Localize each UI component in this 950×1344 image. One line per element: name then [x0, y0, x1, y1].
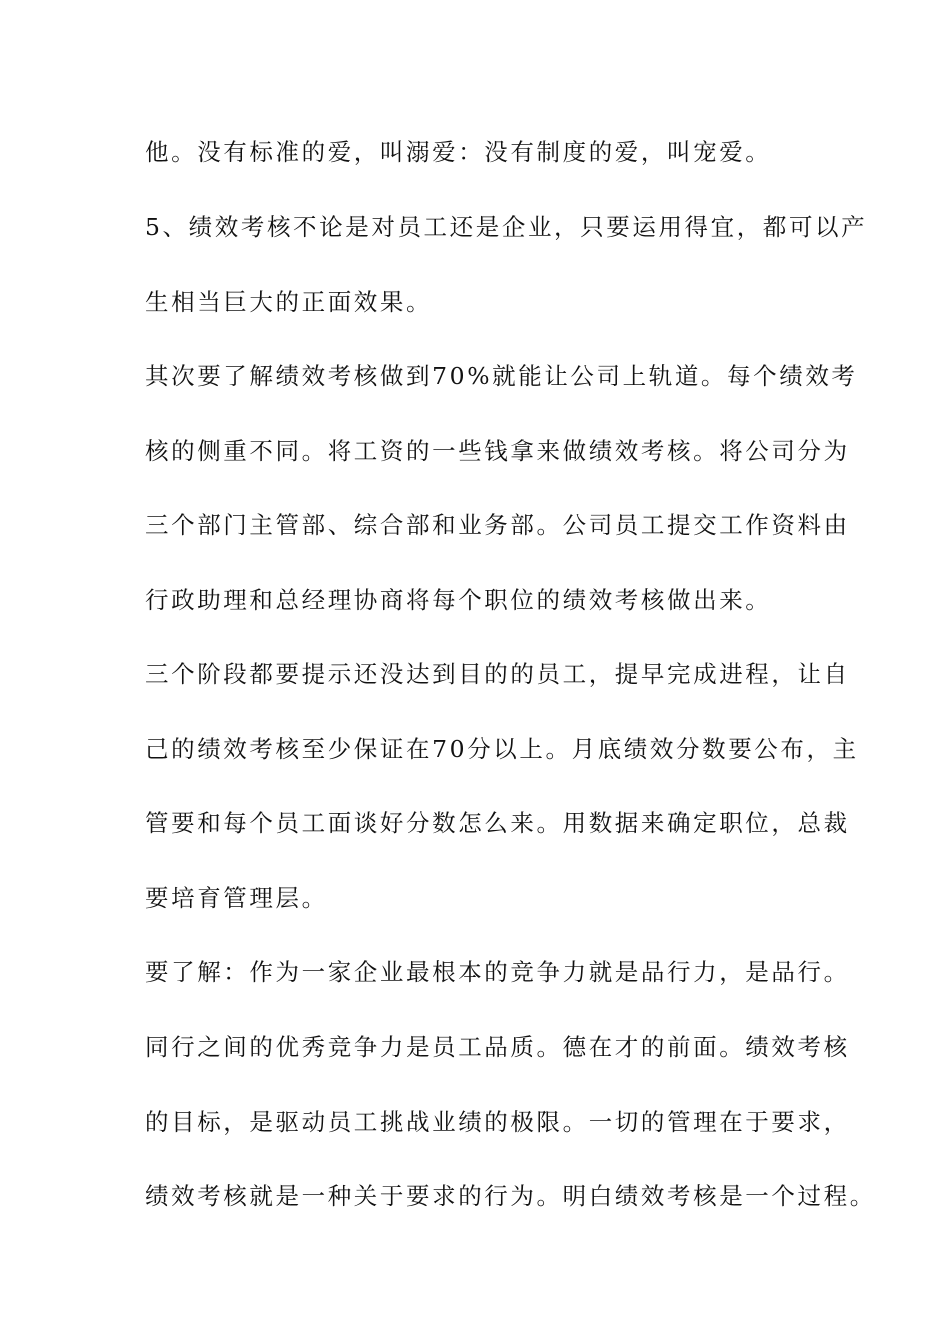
text-line-7: 行政助理和总经理协商将每个职位的绩效考核做出来。 — [145, 586, 772, 614]
text-line-4: 其次要了解绩效考核做到70%就能让公司上轨道。每个绩效考 — [145, 362, 858, 390]
text-line-3: 生相当巨大的正面效果。 — [145, 288, 433, 316]
text-line-13: 同行之间的优秀竞争力是员工品质。德在才的前面。绩效考核 — [145, 1033, 850, 1061]
text-line-12: 要了解：作为一家企业最根本的竞争力就是品行力，是品行。 — [145, 958, 850, 986]
text-line-6: 三个部门主管部、综合部和业务部。公司员工提交工作资料由 — [145, 511, 850, 539]
text-line-5: 核的侧重不同。将工资的一些钱拿来做绩效考核。将公司分为 — [145, 437, 850, 465]
text-line-1: 他。没有标准的爱，叫溺爱：没有制度的爱，叫宠爱。 — [145, 138, 772, 166]
text-line-2: 5、绩效考核不论是对员工还是企业，只要运用得宜，都可以产 — [145, 213, 868, 241]
text-line-8: 三个阶段都要提示还没达到目的的员工，提早完成进程，让自 — [145, 660, 850, 688]
text-line-11: 要培育管理层。 — [145, 884, 328, 912]
text-line-9: 己的绩效考核至少保证在70分以上。月底绩效分数要公布，主 — [145, 735, 859, 763]
text-line-14: 的目标，是驱动员工挑战业绩的极限。一切的管理在于要求， — [145, 1108, 850, 1136]
text-line-15: 绩效考核就是一种关于要求的行为。明白绩效考核是一个过程。 — [145, 1182, 876, 1210]
text-line-10: 管要和每个员工面谈好分数怎么来。用数据来确定职位，总裁 — [145, 809, 850, 837]
